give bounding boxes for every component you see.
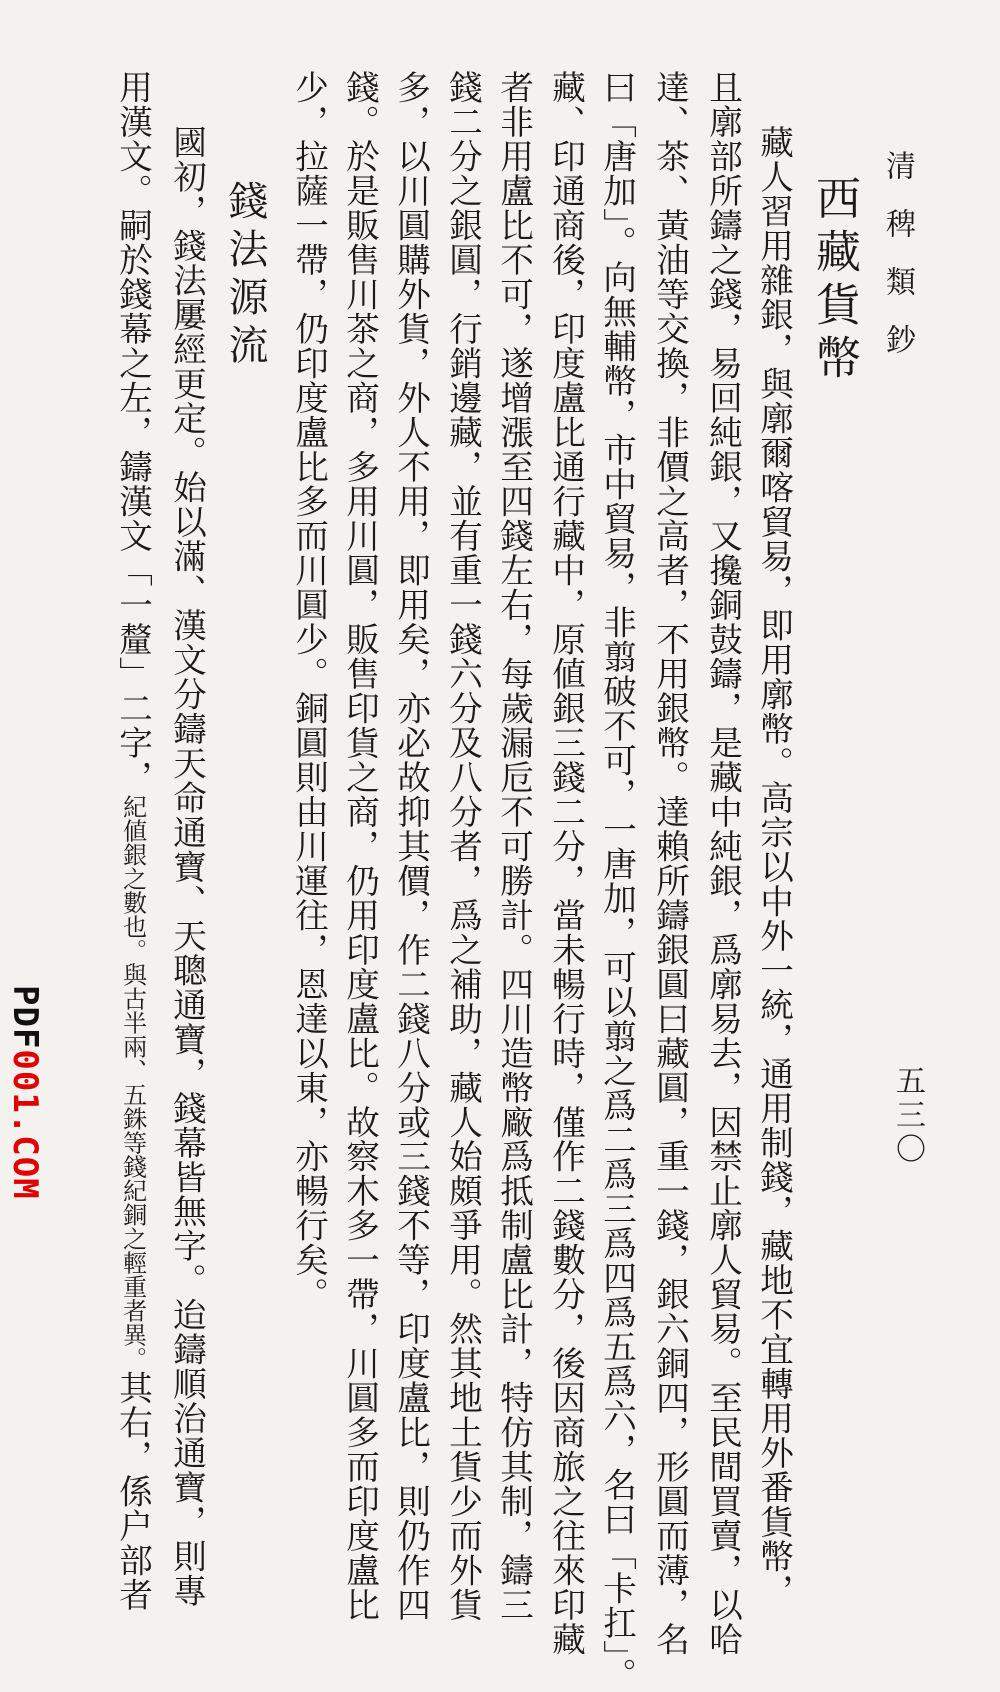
annotation-note: 紀値銀之數也。與古半兩、五銖等錢紀銅之輕重者異。 xyxy=(118,794,147,1371)
text-column: 藏、印通商後，印度盧比通行藏中，原値銀三錢二分，當未暢行時，僅作二錢數分，後因商旅之往來印藏 xyxy=(546,70,586,1657)
text-column: 且廓部所鑄之錢，易回純銀，又攙銅鼓鑄，是藏中純銀，爲廓易去，因禁止廓人貿易。至民間買賣，以哈 xyxy=(703,70,743,1657)
text-column: 者非用盧比不可，遂增漲至四錢左右，每歲漏卮不可勝計。四川造幣廠爲抵制盧比計，特仿其制，鑄三 xyxy=(494,70,534,1623)
section-title-coinage-origins: 錢法源流 xyxy=(222,180,268,372)
text-column: 國初，錢法屢經更定。始以滿、漢文分鑄天命通寶、天聰通寶，錢幕皆無字。迨鑄順治通寶，則專 xyxy=(167,125,207,1609)
text-column: 少，拉薩一帶，仍印度盧比多而川圓少。銅圓則由川運往，恩達以東，亦暢行矣。 xyxy=(289,70,329,1312)
section-title-tibet-currency: 西藏貨幣 xyxy=(808,175,861,387)
page-number: 五三〇 xyxy=(890,1065,925,1167)
text-column xyxy=(113,70,153,1612)
text-column: 達、茶、黃油等交換，非價之高者，不用銀幣。達賴所鑄銀圓曰藏圓，重一錢，銀六銅四，形圓而薄，名 xyxy=(650,70,690,1657)
text-run: 其右，係户部者 xyxy=(113,1370,153,1612)
text-run: 用漢文。嗣於錢幕之左，鑄漢文「一釐」二字， xyxy=(113,70,153,795)
watermark-prefix: PDF xyxy=(5,985,45,1050)
text-column: 錢。於是販售川茶之商，多用川圓，販售印貨之商，仍用印度盧比。故察木多一帶，川圓多而印度盧比 xyxy=(340,70,380,1623)
text-column: 藏人習用雜銀，與廓爾喀貿易，即用廓幣。高宗以中外一統，通用制錢，藏地不宜轉用外番貨幣， xyxy=(754,125,794,1609)
site-watermark xyxy=(5,985,45,1200)
running-title: 清稗類鈔 xyxy=(880,150,915,382)
text-column: 錢二分之銀圓，行銷邊藏，並有重一錢六分及八分者，爲之補助，藏人始頗爭用。然其地土貨少而外貨 xyxy=(443,70,483,1623)
text-column: 曰「唐加」。向無輔幣，市中貿易，非翦破不可，一唐加，可以翦之爲二爲三爲四爲五爲六，名曰「卡扛」。 xyxy=(597,70,637,1692)
text-column: 多，以川圓購外貨，外人不用，即用矣，亦必故抑其價，作二錢八分或三錢不等，印度盧比，則仍作四 xyxy=(391,70,431,1623)
watermark-suffix: 001.COM xyxy=(5,1049,45,1200)
